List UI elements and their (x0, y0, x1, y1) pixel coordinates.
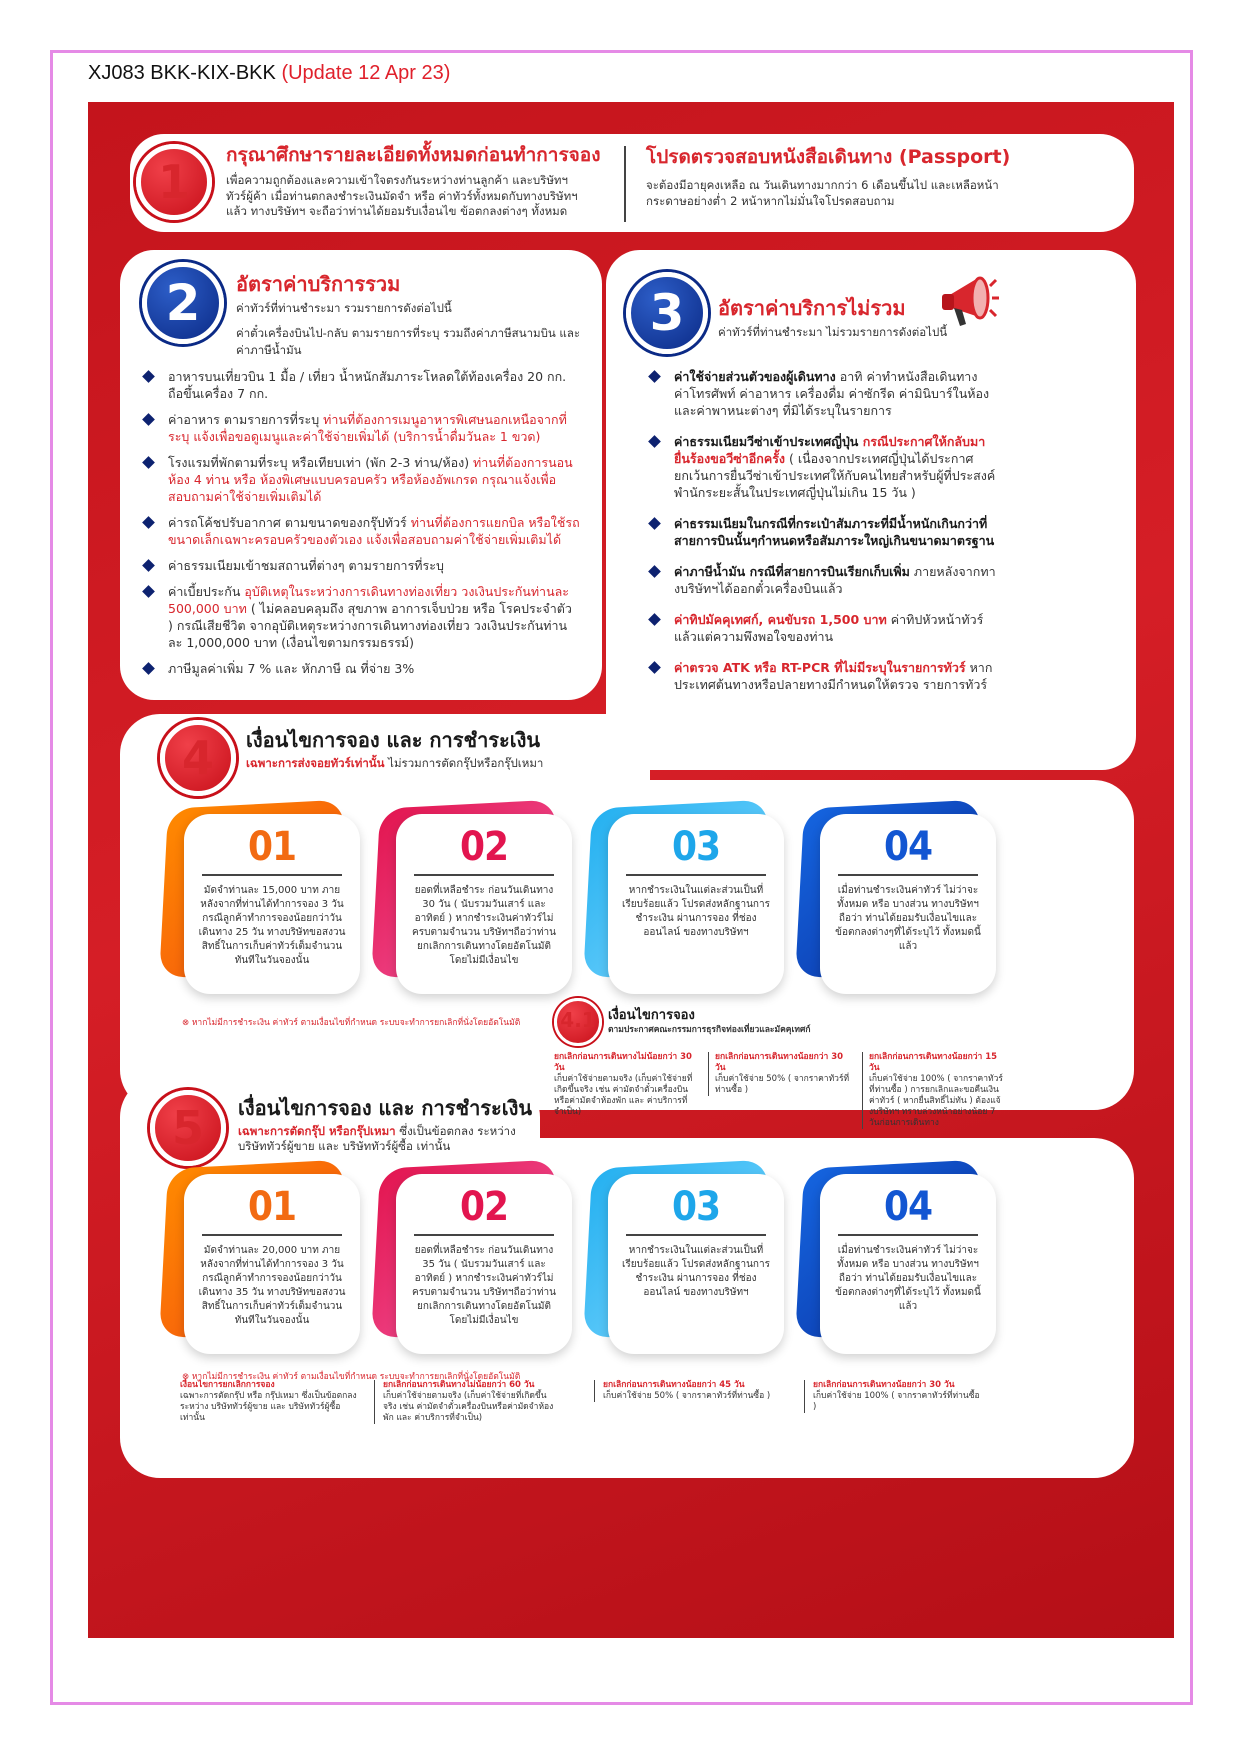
excluded-item-detail: ( เนื่องจากประเทศญี่ปุ่นได้ประกาศยกเว้นการยื่นวีซ่าเข้าประเทศให้กับคนไทยสำหรับผู้ที่ประสงค์พำนักระยะสั้นในประเทศญี่ปุ่นไม่เกิน 15 วัน ) (674, 451, 996, 500)
excluded-item-title: ค่าทิปมัคคุเทศก์, คนขับรถ 1,500 บาท (674, 612, 887, 627)
section-5-step-number: 01 (247, 1184, 297, 1230)
included-item-text: ค่าอาหาร ตามรายการที่ระบุ (168, 412, 324, 427)
section-5-step-text: ยอดที่เหลือชำระ ก่อนวันเดินทาง 35 วัน ( นับรวมวันเสาร์ และ อาทิตย์ ) หากชำระเงินค่าทัวร์ไม่ครบตามจำนวน บริษัทฯถือว่าท่านยกเลิกการเดินทางโดยอัตโนมัติ โดยไม่มีเงื่อนไข (412, 1245, 556, 1326)
section-5-step-2 (396, 1174, 572, 1354)
cancel-rule-text: เก็บค่าใช้จ่าย 50% ( จากราคาทัวร์ที่ท่านซื้อ ) (715, 1074, 850, 1095)
section-1-card (130, 134, 1134, 232)
excluded-item (646, 433, 996, 501)
section-3-subtitle: ค่าทัวร์ที่ท่านชำระมา ไม่รวมรายการดังต่อไปนี้ (718, 325, 948, 339)
cancel-rule-text: เก็บค่าใช้จ่ายตามจริง (เก็บค่าใช้จ่ายที่เกิดขึ้นจริง เช่น ค่ามัดจำตั๋วเครื่องบินหรือค่ามัดจำห้องพัก และ ค่าบริการที่จำเป็น) (383, 1391, 554, 1423)
cancel-rule-title: ยกเลิกก่อนการเดินทางน้อยกว่า 30 วัน (813, 1380, 955, 1390)
excluded-item-text: อาทิ ค่าทำหนังสือเดินทาง ค่าโทรศัพท์ ค่าอาหาร เครื่องดื่ม ค่าซักรีด ค่ามินิบาร์ในห้องและค่าพาหนะต่างๆ ที่มิได้ระบุในรายการ (674, 369, 990, 418)
included-item-text: อาหารบนเที่ยวบิน 1 มื้อ / เที่ยว น้ำหนักสัมภาระโหลดใต้ท้องเครื่อง 20 กก. ถือขึ้นเครื่อง 7 กก. (168, 369, 567, 401)
section-2-number: 2 (142, 262, 224, 344)
cancel-rule-title: ยกเลิกก่อนการเดินทางน้อยกว่า 30 วัน (715, 1052, 844, 1073)
excluded-item-text: ภายหลังจากทางบริษัทฯได้ออกตั๋วเครื่องบินแล้ว (674, 564, 996, 596)
section-5-subtitle-highlight: เฉพาะการตัดกรุ๊ป หรือกรุ๊ปเหมา (238, 1124, 396, 1138)
section-5-step-divider (414, 1234, 554, 1236)
section-5-step-text: เมื่อท่านชำระเงินค่าทัวร์ ไม่ว่าจะทั้งหมด หรือ บางส่วน ทางบริษัทฯถือว่า ท่านได้ยอมรับเงื่อนไขและ ข้อตกลงต่างๆที่ได้ระบุไว้ ทั้งหมดนี้แล้ว (835, 1245, 981, 1312)
excluded-item (646, 659, 996, 693)
section-5-title: เงื่อนไขการจอง และ การชำระเงิน (238, 1096, 533, 1120)
included-item (140, 557, 580, 574)
section-41-subtitle: ตามประกาศคณะกรรมการธุรกิจท่องเที่ยวและมัคคุเทศก์ (608, 1025, 811, 1035)
included-item-highlight: ท่านที่ต้องการแยกบิล หรือใช้รถขนาดเล็กเฉพาะครอบครัวของตัวเอง แจ้งเพื่อสอบถามค่าใช้จ่ายเพิ่มเติมได้ (168, 515, 580, 547)
warning-icon: ⊗ (182, 1018, 192, 1028)
section-2-subtitle: ค่าทัวร์ที่ท่านชำระมา รวมรายการดังต่อไปนี้ (236, 301, 452, 315)
section-41-number: 4.1 (554, 998, 602, 1046)
section-41-title: เงื่อนไขการจอง (608, 1008, 695, 1023)
section-5-step-number: 03 (671, 1184, 721, 1230)
included-item (140, 368, 580, 402)
included-item (140, 660, 580, 677)
section-5-subtitle-rest: ซึ่งเป็นข้อตกลง ระหว่างบริษัททัวร์ผู้ขาย และ บริษัททัวร์ผู้ซื้อ เท่านั้น (238, 1124, 516, 1153)
conditions-poster (88, 102, 1174, 1638)
section-4-step-text: มัดจำท่านละ 15,000 บาท ภายหลังจากที่ท่านได้ทำการจอง 3 วัน กรณีลูกค้าทำการจองน้อยกว่าวันเดินทาง 25 วัน ทางบริษัทขอสงวนสิทธิ์ในการเก็บค่าทัวร์เต็มจำนวน ทันทีในวันจองนั้น (198, 885, 346, 966)
excluded-services-list (646, 368, 996, 707)
section-4-step-4 (820, 814, 996, 994)
section-2-card (120, 250, 602, 700)
included-item-text: ค่าธรรมเนียมเข้าชมสถานที่ต่างๆ ตามรายการที่ระบุ (168, 558, 444, 573)
cancel-rule-title: ยกเลิกก่อนการเดินทางไม่น้อยกว่า 30 วัน (554, 1052, 692, 1073)
section-3-number: 3 (626, 272, 708, 354)
section-5-step-1 (184, 1174, 360, 1354)
cancel-rule-title: ยกเลิกก่อนการเดินทางน้อยกว่า 45 วัน (603, 1380, 745, 1390)
section-5-step-number: 02 (459, 1184, 509, 1230)
section-41-column (708, 1052, 854, 1096)
excluded-item-title: ค่าใช้จ่ายส่วนตัวของผู้เดินทาง (674, 369, 836, 384)
section-5-step-4 (820, 1174, 996, 1354)
section-5-subtitle (238, 1124, 538, 1154)
section-3-title: อัตราค่าบริการไม่รวม (718, 296, 906, 320)
section-4-step-2 (396, 814, 572, 994)
excluded-item (646, 563, 996, 597)
excluded-item-title: ค่าตรวจ ATK หรือ RT-PCR ที่ไม่มีระบุในรายการทัวร์ (674, 660, 966, 675)
section-4-subtitle-rest: ไม่รวมการตัดกรุ๊ปหรือกรุ๊ปเหมา (384, 756, 544, 770)
section-5-step-number: 04 (883, 1184, 933, 1230)
section-4-step-text: ยอดที่เหลือชำระ ก่อนวันเดินทาง 30 วัน ( นับรวมวันเสาร์ และ อาทิตย์ ) หากชำระเงินค่าทัวร์ไม่ครบตามจำนวน บริษัทฯถือว่าท่านยกเลิกการเดินทางโดยอัตโนมัติ โดยไม่มีเงื่อนไข (412, 885, 556, 966)
passport-title: โปรดตรวจสอบหนังสือเดินทาง (Passport) (646, 146, 1011, 168)
section-5-step-text: หากชำระเงินในแต่ละส่วนเป็นที่เรียบร้อยแล้ว โปรดส่งหลักฐานการชำระเงิน ผ่านการจอง ที่ช่อง ออนไลน์ ของทางบริษัทฯ (622, 1245, 770, 1298)
excluded-item (646, 368, 996, 419)
section-41-column (862, 1052, 1008, 1129)
cancel-rule-text: เก็บค่าใช้จ่ายตามจริง (เก็บค่าใช้จ่ายที่เกิดขึ้นจริง เช่น ค่ามัดจำตั๋วเครื่องบินหรือค่ามัดจำห้องพัก และ ค่าบริการที่จำเป็น) (554, 1074, 693, 1117)
section-4-step-divider (838, 874, 978, 876)
warning-icon: ⊗ (182, 1372, 192, 1382)
section-3-card (606, 250, 1136, 770)
section-4-step-text: หากชำระเงินในแต่ละส่วนเป็นที่เรียบร้อยแล้ว โปรดส่งหลักฐานการชำระเงิน ผ่านการจอง ที่ช่อง ออนไลน์ ของทางบริษัทฯ (622, 885, 770, 938)
excluded-item-title: ค่าภาษีน้ำมัน กรณีที่สายการบินเรียกเก็บเพิ่ม (674, 564, 910, 579)
included-item (140, 583, 580, 651)
section-4-step-3 (608, 814, 784, 994)
cancel-rule-title: ยกเลิกก่อนการเดินทางน้อยกว่า 15 วัน (869, 1052, 998, 1073)
excluded-item-title: ค่าธรรมเนียมในกรณีที่กระเป๋าสัมภาระที่มีน้ำหนักเกินกว่าที่สายการบินนั้นๆกำหนดหรือสัมภาระใหญ่เกินขนาดมาตรฐาน (674, 516, 995, 548)
cancel-rule-title: เงื่อนไขการยกเลิกการจอง (180, 1380, 275, 1390)
included-item (140, 454, 580, 505)
section-4-subtitle (246, 756, 606, 771)
section-1-number: 1 (136, 144, 212, 220)
section-4-title: เงื่อนไขการจอง และ การชำระเงิน (246, 728, 541, 752)
section-5-column (594, 1380, 774, 1402)
section-5-step-divider (202, 1234, 342, 1236)
included-item-highlight: ท่านที่ต้องการเมนูอาหารพิเศษนอกเหนือจากที่ระบุ แจ้งเพื่อขอดูเมนูและค่าใช้จ่ายเพิ่มได้ (บริการน้ำดื่มวันละ 1 ขวด) (168, 412, 567, 444)
section-2-airfare: ค่าตั๋วเครื่องบินไป-กลับ ตามรายการที่ระบุ รวมถึงค่าภาษีสนามบิน และค่าภาษีน้ำมัน (236, 326, 581, 357)
update-date: (Update 12 Apr 23) (281, 62, 451, 84)
section-5-column (180, 1380, 360, 1424)
section-4-step-number: 01 (247, 824, 297, 870)
included-item-text: ภาษีมูลค่าเพิ่ม 7 % และ หักภาษี ณ ที่จ่าย 3% (168, 661, 415, 676)
excluded-item-text: หากประเทศต้นทางหรือปลายทางมีกำหนดให้ตรวจ รายการทัวร์ (674, 660, 993, 692)
excluded-item-title: ค่าธรรมเนียมวีซ่าเข้าประเทศญี่ปุ่น (674, 434, 859, 449)
section-4-step-number: 04 (883, 824, 933, 870)
excluded-item (646, 515, 996, 549)
section-5-step-3 (608, 1174, 784, 1354)
included-services-list (140, 368, 580, 686)
excluded-item-highlight: กรณีประกาศให้กลับมายื่นร้องขอวีซ่าอีกครั้ง (674, 434, 986, 466)
section-4-step-text: เมื่อท่านชำระเงินค่าทัวร์ ไม่ว่าจะทั้งหมด หรือ บางส่วน ทางบริษัทฯถือว่า ท่านได้ยอมรับเงื่อนไขและ ข้อตกลงต่างๆที่ได้ระบุไว้ ทั้งหมดนี้แล้ว (835, 885, 981, 952)
included-item-highlight: อุบัติเหตุในระหว่างการเดินทางท่องเที่ยว วงเงินประกันท่านละ 500,000 บาท (168, 584, 569, 616)
cancel-rule-title: ยกเลิกก่อนการเดินทางไม่น้อยกว่า 60 วัน (383, 1380, 535, 1390)
tour-code: XJ083 BKK-KIX-BKK (88, 62, 276, 84)
section-4-step-number: 03 (671, 824, 721, 870)
section-5-number: 5 (150, 1090, 226, 1166)
cancel-rule-text: เก็บค่าใช้จ่าย 50% ( จากราคาทัวร์ที่ท่านซื้อ ) (603, 1391, 771, 1401)
section-1-divider (624, 146, 626, 222)
included-item-detail: ( ไม่คลอบคลุมถึง สุขภาพ อาการเจ็บป่วย หรือ โรคประจำตัว ) กรณีเสียชีวิต จากอุบัติเหตุระหว่างการเดินทางท่องเที่ยว วงเงินประกันท่านละ 1,000,000 บาท (เงื่อนไขตามกรรมธรรม์) (168, 601, 572, 650)
section-2-title: อัตราค่าบริการรวม (236, 272, 401, 296)
cancel-rule-text: เก็บค่าใช้จ่าย 100% ( จากราคาทัวร์ที่ท่านซื้อ ) (813, 1391, 980, 1412)
section-4-note-text: หากไม่มีการชำระเงิน ค่าทัวร์ ตามเงื่อนไขที่กำหนด ระบบจะทำการยกเลิกที่นั่งโดยอัตโนมัติ (191, 1018, 521, 1028)
included-item (140, 411, 580, 445)
section-5-note-text: หากไม่มีการชำระเงิน ค่าทัวร์ ตามเงื่อนไขที่กำหนด ระบบจะทำการยกเลิกที่นั่งโดยอัตโนมัติ (191, 1372, 521, 1382)
included-item-text: ค่ารถโค้ชปรับอากาศ ตามขนาดของกรุ๊ปทัวร์ (168, 515, 411, 530)
passport-body: จะต้องมีอายุคงเหลือ ณ วันเดินทางมากกว่า 6 เดือนขึ้นไป และเหลือหน้ากระดาษอย่างต่ำ 2 หน้าหากไม่มั่นใจโปรดสอบถาม (646, 178, 999, 208)
cancel-rule-text: เก็บค่าใช้จ่าย 100% ( จากราคาทัวร์ที่ท่านซื้อ ) การยกเลิกและขอคืนเงินค่าทัวร์ ( หากยื่นสิทธิ์ไม่ทัน ) ต้องแจ้งบริษัทฯ ทราบล่วงหน้าอย่างน้อย 7 วันก่อนการเดินทาง (869, 1074, 1003, 1128)
section-4-step-divider (202, 874, 342, 876)
excluded-item-text: ค่าทิปหัวหน้าทัวร์แล้วแต่ความพึงพอใจของท่าน (674, 612, 984, 644)
document-header (88, 62, 450, 85)
section-5-column (804, 1380, 984, 1413)
included-item-text: ค่าเบี้ยประกัน (168, 584, 245, 599)
section-5-step-divider (838, 1234, 978, 1236)
section-4-step-1 (184, 814, 360, 994)
section-1-title: กรุณาศึกษารายละเอียดทั้งหมดก่อนทำการจอง (226, 144, 601, 166)
cancel-rule-text: เฉพาะการตัดกรุ๊ป หรือ กรุ๊ปเหมา ซึ่งเป็นข้อตกลงระหว่าง บริษัททัวร์ผู้ขาย และ บริษัททัวร์ผู้ซื้อ เท่านั้น (180, 1391, 357, 1423)
section-5-column (374, 1380, 554, 1424)
included-item-text: โรงแรมที่พักตามที่ระบุ หรือเทียบเท่า (พัก 2-3 ท่าน/ห้อง) (168, 455, 474, 470)
section-4-subtitle-highlight: เฉพาะการส่งจอยทัวร์เท่านั้น (246, 756, 385, 770)
section-41-column (554, 1052, 700, 1118)
section-4-step-divider (414, 874, 554, 876)
section-5-step-text: มัดจำท่านละ 20,000 บาท ภายหลังจากที่ท่านได้ทำการจอง 3 วัน กรณีลูกค้าทำการจองน้อยกว่าวันเดินทาง 35 วัน ทางบริษัทขอสงวนสิทธิ์ในการเก็บค่าทัวร์เต็มจำนวน ทันทีในวันจองนั้น (198, 1245, 346, 1326)
section-4-step-number: 02 (459, 824, 509, 870)
section-4-number: 4 (160, 720, 236, 796)
section-4-note (182, 1010, 582, 1029)
included-item-highlight: ท่านที่ต้องการนอนห้อง 4 ท่าน หรือ ห้องพิเศษแบบครอบครัว หรือห้องอัพเกรด กรุณาแจ้งเพื่อสอบถามค่าใช้จ่ายเพิ่มเติมได้ (168, 455, 573, 504)
section-1-body: เพื่อความถูกต้องและความเข้าใจตรงกันระหว่างท่านลูกค้า และบริษัทฯ ทัวร์ผู้ค้า เมื่อท่านตกลงชำระเงินมัดจำ หรือ ค่าทัวร์ทั้งหมดกับทางบริษัทฯ แล้ว ทางบริษัทฯ จะถือว่าท่านได้ยอมรับเงื่อนไข ข้อตกลงต่างๆ ทั้งหมด (226, 173, 578, 218)
excluded-item (646, 611, 996, 645)
section-5-step-divider (626, 1234, 766, 1236)
included-item (140, 514, 580, 548)
megaphone-icon (938, 270, 1000, 332)
section-4-step-divider (626, 874, 766, 876)
